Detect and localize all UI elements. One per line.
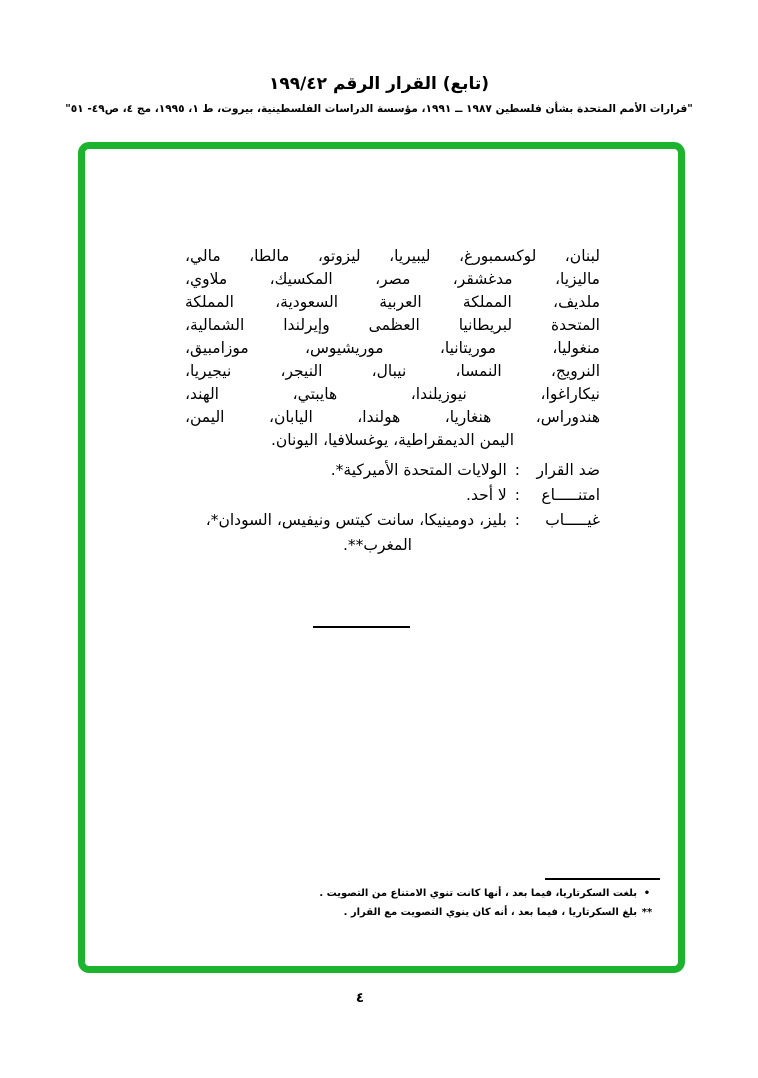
- voting-absent-continuation: المغرب**.: [342, 536, 412, 554]
- source-citation: "قرارات الأمم المتحدة بشأن فلسطين ١٩٨٧ ــ ١٩٩١، مؤسسة الدراسات الفلسطينية، بيروت، ط ١، ١٩٩٥، مج ٤، ص٤٩- ٥١": [65, 103, 693, 115]
- voting-colon: :: [514, 511, 520, 529]
- voting-value: الولايات المتحدة الأميركية*.: [330, 461, 507, 479]
- country-list-line: اليمن الديمقراطية، يوغسلافيا، اليونان.: [270, 431, 515, 449]
- country-list-line: النرويج، النمسا، نيبال، النيجر، نيجيريا،: [185, 362, 600, 380]
- footnote-marker: •: [643, 888, 651, 899]
- content-box: [78, 142, 685, 973]
- footnote: [85, 887, 655, 901]
- voting-row-absent: [185, 508, 600, 533]
- footnote-separator-rule: [545, 878, 660, 880]
- voting-colon: :: [514, 461, 520, 479]
- footnote-text: بلغ السكرتاريا ، فيما بعد ، أنه كان ينوي التصويت مع القرار .: [343, 907, 637, 918]
- section-separator-rule: [313, 626, 410, 628]
- footnote-marker: **: [641, 907, 653, 918]
- country-list-line: المتحدة لبريطانيا العظمى وإيرلندا الشمالية،: [185, 316, 600, 334]
- voting-results: [185, 458, 600, 558]
- country-list-line: ماليزيا، مدغشقر، مصر، المكسيك، ملاوي،: [185, 270, 600, 288]
- voting-label: غيـــــاب: [545, 511, 600, 529]
- page-title: (تابع) القرار الرقم ١٩٩/٤٢: [268, 74, 490, 94]
- voting-value: لا أحد.: [466, 486, 507, 504]
- voting-row-abstain: [185, 483, 600, 508]
- footnote: [85, 906, 655, 920]
- country-list-line: ملديف، المملكة العربية السعودية، المملكة: [185, 293, 600, 311]
- country-list-line: لبنان، لوكسمبورغ، ليبيريا، ليزوتو، مالطا، مالي،: [185, 247, 600, 265]
- voting-colon: :: [514, 486, 520, 504]
- country-list: [185, 245, 600, 452]
- footnote-text: بلغت السكرتاريا، فيما بعد ، أنها كانت تنوي الامتناع من التصويت .: [319, 888, 637, 899]
- voting-label: ضد القرار: [536, 461, 600, 479]
- country-list-line: هندوراس، هنغاريا، هولندا، اليابان، اليمن،: [185, 408, 600, 426]
- voting-value: بليز، دومينيكا، سانت كيتس ونيفيس، السودان*،: [205, 511, 507, 529]
- page-number: ٤: [355, 990, 365, 1006]
- voting-label: امتنـــــاع: [541, 486, 600, 504]
- footnotes: [85, 878, 678, 920]
- country-list-line: منغوليا، موريتانيا، موريشيوس، موزامبيق،: [185, 339, 600, 357]
- country-list-line: نيكاراغوا، نيوزيلندا، هايبتي، الهند،: [185, 385, 600, 403]
- voting-row-against: [185, 458, 600, 483]
